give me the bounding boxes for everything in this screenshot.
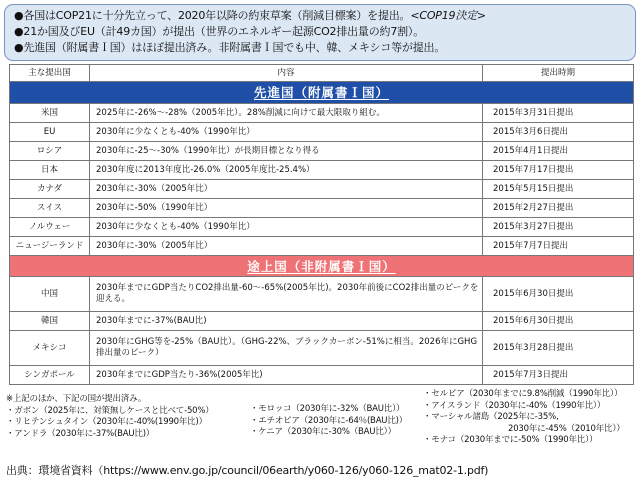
note-line: ・エチオピア（2030年に-64％(BAU比)） <box>250 415 408 426</box>
source-citation: 出典：環境省資料（https://www.env.go.jp/council/06earth/y060-126/y060-126_mat02-1.pdf) <box>6 464 489 477</box>
country-cell: ロシア <box>10 142 90 161</box>
notes-right <box>423 389 625 447</box>
header-content: 内容 <box>90 65 483 82</box>
content-cell: 2030年に少なくとも-40%（1990年比） <box>90 123 483 142</box>
note-line: ・モナコ（2030年までに-50%（1990年比）） <box>423 435 598 445</box>
content-cell: 2030年に少なくとも-40%（1990年比） <box>90 218 483 237</box>
table-row <box>10 104 634 123</box>
summary-text: ●各国はCOP21に十分先立って、2020年以降の約束草案（削減目標案）を提出。 <box>14 9 411 22</box>
table-row <box>10 277 634 312</box>
developed-section-title: 先進国（附属書Ｉ国） <box>253 85 389 100</box>
content-cell: 2030年に-30%（2005年比） <box>90 180 483 199</box>
summary-line <box>14 24 627 40</box>
date-cell: 2015年3月27日提出 <box>483 218 634 237</box>
date-cell: 2015年4月1日提出 <box>483 142 634 161</box>
table-row <box>10 142 634 161</box>
country-cell: EU <box>10 123 90 142</box>
notes-left <box>6 394 214 440</box>
content-cell: 2025年に-26%～-28%（2005年比）。28%削減に向けて最大限取り組む。 <box>90 104 483 123</box>
summary-note: <COP19決定> <box>410 9 486 22</box>
content-cell: 2030年にGHG等を-25%（BAU比）。（GHG-22%、ブラックカーボン-51%に相当。2026年にGHG排出量のピーク） <box>90 331 483 366</box>
note-line: ・ケニア（2030年に-30%（BAU比）） <box>250 427 396 437</box>
table-row <box>10 218 634 237</box>
country-cell: 日本 <box>10 161 90 180</box>
header-date: 提出時期 <box>483 65 634 82</box>
country-cell: 中国 <box>10 277 90 312</box>
content-cell: 2030年までに-37%(BAU比) <box>90 312 483 331</box>
content-cell: 2030年までにGDP当たり-36%(2005年比) <box>90 366 483 385</box>
note-line: ・マーシャル諸島（2025年に-35%, <box>423 412 559 422</box>
notes-middle <box>250 404 407 439</box>
country-cell: 韓国 <box>10 312 90 331</box>
note-line: ・アンドラ（2030年に-37%(BAU比)） <box>6 428 155 439</box>
table-row <box>10 123 634 142</box>
note-line: ・モロッコ（2030年に-32%（BAU比）） <box>250 404 405 414</box>
summary-box <box>4 4 636 61</box>
developing-section-header <box>10 256 634 277</box>
country-cell: 米国 <box>10 104 90 123</box>
country-cell: ノルウェー <box>10 218 90 237</box>
content-cell: 2030年度に2013年度比-26.0%（2005年度比-25.4%） <box>90 161 483 180</box>
date-cell: 2015年3月6日提出 <box>483 123 634 142</box>
table-row <box>10 237 634 256</box>
country-cell: カナダ <box>10 180 90 199</box>
note-line: ・ガボン（2025年に、対策無しケースと比べて-50%） <box>6 405 214 416</box>
summary-text: ●21か国及びEU（計49カ国）が提出（世界のエネルギー起源CO2排出量の約7割）。 <box>14 25 425 38</box>
content-cell: 2030年までにGDP当たりCO2排出量-60～-65%(2005年比)。2030年前後にCO2排出量のピークを迎える。 <box>90 277 483 312</box>
note-line: ・セルビア（2030年までに9.8%削減（1990年比）） <box>423 389 623 399</box>
note-line: ・アイスランド（2030年に-40%（1990年比）） <box>423 400 606 411</box>
date-cell: 2015年7月3日提出 <box>483 366 634 385</box>
date-cell: 2015年3月31日提出 <box>483 104 634 123</box>
table-row <box>10 312 634 331</box>
note-line: ・リヒテンシュタイン（2030年に-40%(1990年比)） <box>6 417 207 427</box>
header-country: 主な提出国 <box>10 65 90 82</box>
submission-table <box>9 64 634 385</box>
date-cell: 2015年3月28日提出 <box>483 331 634 366</box>
developed-section-header <box>10 82 634 104</box>
country-cell: シンガポール <box>10 366 90 385</box>
date-cell: 2015年5月15日提出 <box>483 180 634 199</box>
date-cell: 2015年2月27日提出 <box>483 199 634 218</box>
country-cell: スイス <box>10 199 90 218</box>
developing-section-title: 途上国（非附属書Ｉ国） <box>247 258 396 274</box>
summary-text: ●先進国（附属書Ｉ国）はほぼ提出済み。非附属書Ｉ国でも中、韓、メキシコ等が提出。 <box>14 41 446 54</box>
date-cell: 2015年7月17日提出 <box>483 161 634 180</box>
date-cell: 2015年6月30日提出 <box>483 277 634 312</box>
table-row <box>10 180 634 199</box>
date-cell: 2015年7月7日提出 <box>483 237 634 256</box>
content-cell: 2030年に-30%（2005年比） <box>90 237 483 256</box>
table-row <box>10 161 634 180</box>
table-row <box>10 366 634 385</box>
content-cell: 2030年に-25～-30%（1990年比）が長期目標となり得る <box>90 142 483 161</box>
date-cell: 2015年6月30日提出 <box>483 312 634 331</box>
summary-line <box>14 40 627 56</box>
country-cell: ニュージーランド <box>10 237 90 256</box>
table-row <box>10 199 634 218</box>
country-cell: メキシコ <box>10 331 90 366</box>
table-row <box>10 331 634 366</box>
content-cell: 2030年に-50%（1990年比） <box>90 199 483 218</box>
summary-line <box>14 8 627 24</box>
note-line: 2030年に-45%（2010年比）） <box>508 423 625 434</box>
table-header-row <box>10 65 634 82</box>
note-line: ※上記のほか、下記の国が提出済み。 <box>6 394 147 404</box>
